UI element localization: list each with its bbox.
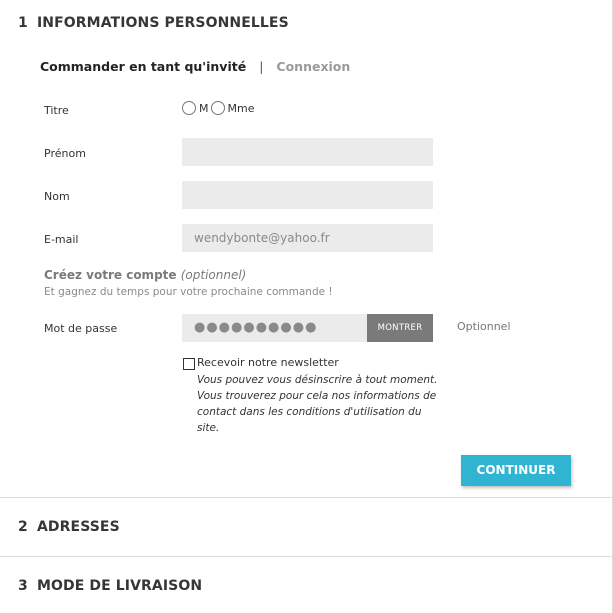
newsletter-label[interactable]: Recevoir notre newsletter	[197, 356, 339, 369]
tab-login[interactable]: Connexion	[276, 59, 351, 74]
newsletter-note: Vous pouvez vous désinscrire à tout moment. Vous trouverez pour cela nos informations de contact dans les conditions d'utilisation du site.	[197, 374, 438, 434]
radio-m[interactable]	[182, 101, 196, 115]
step-addresses[interactable]	[0, 498, 612, 557]
create-account-optional: (optionnel)	[180, 268, 247, 282]
step-3-label: MODE DE LIVRAISON	[37, 578, 203, 594]
show-password-button[interactable]: MONTRER	[367, 314, 433, 342]
step-3-number: 3	[18, 578, 28, 594]
account-tabs	[40, 59, 350, 74]
prenom-input[interactable]	[182, 138, 433, 166]
radio-mme-label: Mme	[227, 101, 255, 115]
step-3-title[interactable]	[18, 578, 202, 594]
nom-label: Nom	[44, 190, 70, 203]
prenom-label: Prénom	[44, 147, 86, 160]
radio-mme[interactable]	[211, 101, 225, 115]
create-account-label: Créez votre compte	[44, 268, 177, 282]
password-label: Mot de passe	[44, 322, 118, 335]
radio-m-label: M	[199, 101, 209, 115]
step-1-number: 1	[18, 15, 28, 31]
create-account-subtext: Et gagnez du temps pour votre prochaine commande !	[44, 286, 333, 298]
email-label: E-mail	[44, 233, 79, 246]
tab-separator: |	[259, 59, 264, 74]
email-input[interactable]: wendybonte@yahoo.fr	[182, 224, 433, 252]
newsletter-checkbox[interactable]	[183, 358, 195, 370]
password-optional-hint: Optionnel	[457, 320, 511, 333]
nom-input[interactable]	[182, 181, 433, 209]
step-2-label: ADRESSES	[37, 519, 120, 535]
titre-label: Titre	[44, 104, 69, 117]
step-1-title[interactable]	[18, 15, 289, 31]
step-2-number: 2	[18, 519, 28, 535]
tab-guest[interactable]: Commander en tant qu'invité	[40, 59, 247, 74]
password-input[interactable]: ●●●●●●●●●●	[182, 314, 367, 342]
step-2-title[interactable]	[18, 519, 120, 535]
continue-button[interactable]: CONTINUER	[461, 455, 571, 486]
step-delivery[interactable]	[0, 557, 612, 613]
step-1-label: INFORMATIONS PERSONNELLES	[37, 15, 289, 31]
titre-radio-group	[182, 101, 256, 115]
create-account-heading	[44, 268, 246, 282]
